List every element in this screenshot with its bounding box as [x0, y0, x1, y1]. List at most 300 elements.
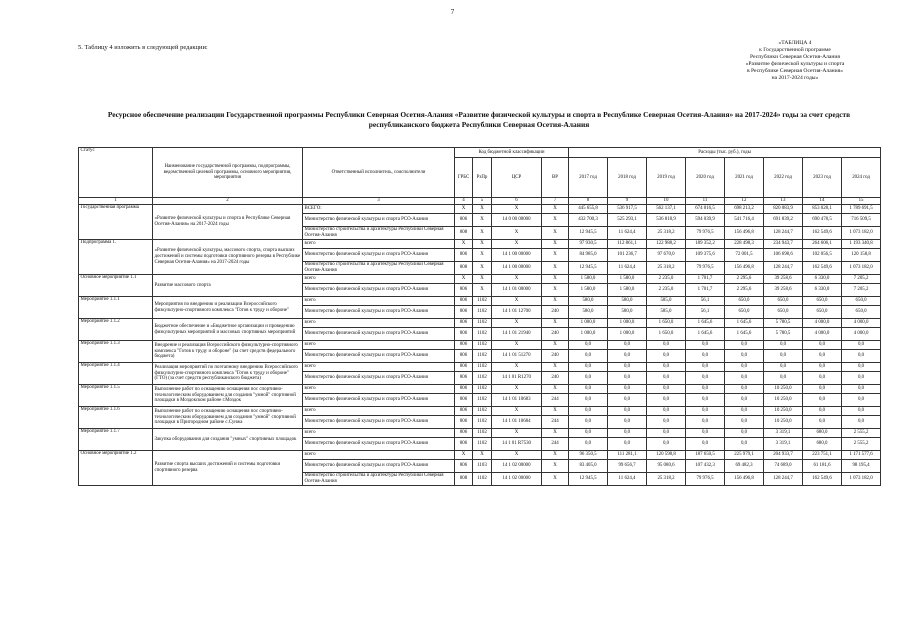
row-amount: 525 293,1: [608, 214, 647, 227]
row-rzpr: 1102: [473, 328, 492, 341]
row-amount: 6 330,0: [803, 284, 842, 297]
column-number: 1: [79, 198, 153, 205]
row-amount: 820 083,9: [764, 205, 803, 214]
row-grbs: 808: [455, 473, 473, 486]
row-amount: 0,0: [686, 372, 725, 385]
row-grbs: 806: [455, 214, 473, 227]
row-amount: 0,0: [803, 407, 842, 416]
row-vr: X: [542, 341, 569, 350]
row-amount: 7 205,2: [842, 275, 881, 284]
row-csr: 14 1 01 R7530: [492, 438, 542, 451]
table-row: [79, 319, 881, 328]
row-executor: Министерство физической культуры и спорта РСО-Алания: [303, 249, 455, 262]
row-amount: 0,0: [803, 341, 842, 350]
row-grbs: 806: [455, 306, 473, 319]
row-amount: 128 244,7: [764, 227, 803, 240]
row-vr: X: [542, 319, 569, 328]
row-amount: 12 945,5: [569, 262, 608, 275]
row-amount: 0,0: [686, 341, 725, 350]
row-rzpr: 1102: [473, 306, 492, 319]
row-status: Основное мероприятие 1.2: [79, 451, 153, 486]
row-amount: 445 655,8: [569, 205, 608, 214]
row-executor: Министерство строительства и архитектуры Республики Северная Осетия-Алания: [303, 227, 455, 240]
row-amount: 225 979,1: [725, 451, 764, 460]
row-amount: 1 073 182,0: [842, 262, 881, 275]
row-amount: 11 624,4: [608, 227, 647, 240]
row-executor: всего: [303, 451, 455, 460]
row-grbs: 806: [455, 438, 473, 451]
row-amount: 111 281,1: [608, 451, 647, 460]
row-status: Мероприятие 1.1.7: [79, 429, 153, 451]
row-amount: 0,0: [803, 394, 842, 407]
row-amount: 0,0: [842, 372, 881, 385]
row-amount: 680,0: [803, 429, 842, 438]
row-amount: 4 000,0: [803, 328, 842, 341]
row-amount: 3 319,1: [764, 438, 803, 451]
row-amount: 0,0: [725, 350, 764, 363]
row-name: Развитие массового спорта: [153, 275, 303, 297]
row-amount: 162 549,6: [803, 227, 842, 240]
row-amount: 12 945,5: [569, 227, 608, 240]
row-amount: 0,0: [569, 372, 608, 385]
row-amount: 1 645,6: [725, 328, 764, 341]
row-amount: 580,0: [569, 306, 608, 319]
row-rzpr: 1102: [473, 407, 492, 416]
row-amount: 716 509,5: [842, 214, 881, 227]
row-amount: 2 235,0: [647, 284, 686, 297]
row-executor: Министерство физической культуры и спорта РСО-Алания: [303, 372, 455, 385]
row-executor: всего: [303, 363, 455, 372]
row-amount: 585,0: [647, 306, 686, 319]
table-row: [79, 297, 881, 306]
row-amount: 0,0: [803, 372, 842, 385]
row-status: Мероприятие 1.1.4: [79, 363, 153, 385]
row-amount: 1 000,0: [608, 328, 647, 341]
row-csr: X: [492, 227, 542, 240]
header-year: 2018 год: [608, 158, 647, 198]
row-name: Мероприятия по внедрению и реализации Всероссийского физкультурно-спортивного комплекса "Готов к труду и обороне": [153, 297, 303, 319]
row-amount: 0,0: [842, 385, 881, 394]
row-amount: 0,0: [725, 385, 764, 394]
row-executor: всего: [303, 319, 455, 328]
row-grbs: X: [455, 205, 473, 214]
row-vr: X: [542, 214, 569, 227]
row-amount: 72 001,5: [725, 249, 764, 262]
row-executor: всего: [303, 385, 455, 394]
row-amount: 102 056,5: [803, 249, 842, 262]
row-csr: X: [492, 297, 542, 306]
row-name: Закупка оборудования для создания "умных" спортивных площадок: [153, 429, 303, 451]
row-amount: 39 258,6: [764, 275, 803, 284]
row-csr: 14 0 00 00000: [492, 214, 542, 227]
row-name: Выполнение работ по оснащению оснащения пос спортивно-технологическим оборудованием для создания "умной" спортивной площадки в Пригородном районе с.Сунжа: [153, 407, 303, 429]
row-executor: всего: [303, 275, 455, 284]
row-rzpr: 1102: [473, 341, 492, 350]
row-amount: 0,0: [803, 385, 842, 394]
row-amount: 156 496,8: [725, 227, 764, 240]
row-amount: 580,0: [569, 297, 608, 306]
row-amount: 97 670,0: [647, 249, 686, 262]
resource-table: [78, 147, 881, 486]
row-amount: 1 000,0: [569, 319, 608, 328]
row-amount: 1 789 691,5: [842, 205, 881, 214]
row-executor: всего: [303, 297, 455, 306]
row-executor: всего: [303, 240, 455, 249]
row-amount: 541 716,4: [725, 214, 764, 227]
page-number: 7: [450, 8, 455, 16]
row-csr: 14 1 01 12700: [492, 306, 542, 319]
row-amount: 650,0: [803, 306, 842, 319]
column-number: 13: [764, 198, 803, 205]
table-row: [79, 385, 881, 394]
column-number: 6: [492, 198, 542, 205]
column-number: 2: [153, 198, 303, 205]
row-amount: 1 193 340,8: [842, 240, 881, 249]
row-amount: 10 250,0: [764, 394, 803, 407]
row-amount: 0,0: [569, 438, 608, 451]
row-amount: 0,0: [803, 363, 842, 372]
row-csr: 14 1 01 10683: [492, 394, 542, 407]
row-rzpr: 1102: [473, 297, 492, 306]
row-amount: 650,0: [803, 297, 842, 306]
table-row: [79, 363, 881, 372]
row-executor: Министерство физической культуры и спорта РСО-Алания: [303, 306, 455, 319]
row-grbs: 806: [455, 372, 473, 385]
header-name: Наименование государственной программы, подпрограммы, ведомственной целевой программы, основного мероприятия, мероприятия: [153, 148, 303, 198]
row-amount: 562 137,1: [647, 205, 686, 214]
row-executor: Министерство физической культуры и спорта РСО-Алания: [303, 328, 455, 341]
header-year: 2020 год: [686, 158, 725, 198]
row-amount: 10 250,0: [764, 407, 803, 416]
row-executor: Министерство физической культуры и спорта РСО-Алания: [303, 416, 455, 429]
table-row: [79, 341, 881, 350]
row-amount: 650,0: [725, 297, 764, 306]
row-amount: 1 171 577,6: [842, 451, 881, 460]
row-amount: 0,0: [608, 385, 647, 394]
row-grbs: X: [455, 240, 473, 249]
row-amount: 0,0: [686, 407, 725, 416]
row-amount: 0,0: [569, 429, 608, 438]
row-name: Развитие спорта высших достижений и системы подготовки спортивного резерва: [153, 451, 303, 486]
row-status: Мероприятие 1.1.1: [79, 297, 153, 319]
row-csr: X: [492, 205, 542, 214]
corner-line: Республики Северная Осетия-Алания: [750, 54, 840, 61]
row-grbs: 808: [455, 227, 473, 240]
row-amount: 56,1: [686, 306, 725, 319]
table-row: [79, 429, 881, 438]
row-amount: 234 943,7: [764, 240, 803, 249]
row-amount: 650,0: [764, 297, 803, 306]
row-amount: 698 213,2: [725, 205, 764, 214]
row-amount: 0,0: [647, 407, 686, 416]
header-year: 2022 год: [764, 158, 803, 198]
row-vr: 244: [542, 394, 569, 407]
row-vr: X: [542, 429, 569, 438]
row-amount: 0,0: [764, 372, 803, 385]
row-rzpr: 1102: [473, 385, 492, 394]
row-executor: Министерство физической культуры и спорта РСО-Алания: [303, 214, 455, 227]
row-executor: Министерство физической культуры и спорта РСО-Алания: [303, 460, 455, 473]
table-corner-note: [690, 40, 900, 83]
column-number: 12: [725, 198, 764, 205]
row-amount: 99 656,7: [608, 460, 647, 473]
row-amount: 109 375,6: [686, 249, 725, 262]
row-amount: 0,0: [569, 350, 608, 363]
row-grbs: 806: [455, 297, 473, 306]
header-kbk-col: РзПр: [473, 158, 492, 198]
column-number: 8: [569, 198, 608, 205]
row-amount: 0,0: [569, 416, 608, 429]
row-amount: 0,0: [647, 385, 686, 394]
row-amount: 650,0: [842, 297, 881, 306]
row-executor: Министерство строительства и архитектуры Республики Северная Осетия-Алания: [303, 473, 455, 486]
row-amount: 0,0: [647, 438, 686, 451]
row-amount: 106 698,6: [764, 249, 803, 262]
row-vr: X: [542, 297, 569, 306]
document-title: Ресурсное обеспечение реализации Государственной программы Республики Северная Осетия-Алания «Развитие физической культуры и спорта в Республике Северная Осетия-Алания» на 2017-2024» годы за счет средств республиканского бюджета Республики Северная Осетия-Алания: [107, 110, 851, 129]
row-rzpr: X: [473, 227, 492, 240]
row-amount: 0,0: [764, 363, 803, 372]
row-amount: 101 236,7: [608, 249, 647, 262]
row-vr: X: [542, 407, 569, 416]
row-amount: 1 650,0: [647, 319, 686, 328]
row-rzpr: 1102: [473, 429, 492, 438]
row-amount: 120 158,8: [842, 249, 881, 262]
row-rzpr: X: [473, 284, 492, 297]
row-amount: 2 555,2: [842, 438, 881, 451]
row-amount: 56,1: [686, 297, 725, 306]
row-amount: 1 000,0: [608, 319, 647, 328]
column-number: 9: [608, 198, 647, 205]
row-amount: 0,0: [608, 372, 647, 385]
corner-line: «ТАБЛИЦА 4: [778, 40, 812, 46]
row-csr: X: [492, 240, 542, 249]
row-name: «Развитие физической культуры, массового спорта, спорта высших достижений и системы подготовки спортивного резерва в Республике Северная Осетия-Алания» на 2017-2024 годы: [153, 240, 303, 275]
row-executor: Министерство физической культуры и спорта РСО-Алания: [303, 394, 455, 407]
row-amount: 432 700,3: [569, 214, 608, 227]
row-amount: 0,0: [842, 363, 881, 372]
row-amount: 0,0: [608, 350, 647, 363]
row-grbs: 806: [455, 284, 473, 297]
row-executor: всего: [303, 407, 455, 416]
row-amount: 25 318,2: [647, 262, 686, 275]
row-vr: 240: [542, 328, 569, 341]
row-amount: 1 580,0: [569, 284, 608, 297]
row-amount: 120 598,8: [647, 451, 686, 460]
row-amount: 0,0: [764, 350, 803, 363]
row-amount: 0,0: [842, 394, 881, 407]
row-amount: 0,0: [686, 394, 725, 407]
row-amount: 7 205,2: [842, 284, 881, 297]
row-amount: 4 000,0: [842, 319, 881, 328]
row-rzpr: 1102: [473, 363, 492, 372]
row-amount: 690 478,5: [803, 214, 842, 227]
row-vr: 244: [542, 438, 569, 451]
row-rzpr: 1102: [473, 350, 492, 363]
header-status: Статус: [79, 148, 153, 198]
row-amount: 650,0: [842, 306, 881, 319]
column-number: 5: [473, 198, 492, 205]
row-amount: 122 988,2: [647, 240, 686, 249]
row-csr: X: [492, 385, 542, 394]
row-status: Подпрограмма 1.: [79, 240, 153, 275]
row-amount: 1 580,0: [608, 275, 647, 284]
row-rzpr: X: [473, 262, 492, 275]
row-amount: 79 976,5: [686, 227, 725, 240]
row-vr: 240: [542, 372, 569, 385]
table-row: [79, 275, 881, 284]
row-amount: 1 580,0: [569, 275, 608, 284]
row-grbs: X: [455, 275, 473, 284]
row-amount: 1 000,0: [569, 328, 608, 341]
row-amount: 0,0: [608, 363, 647, 372]
row-grbs: 806: [455, 429, 473, 438]
row-grbs: 806: [455, 328, 473, 341]
row-amount: 264 606,1: [803, 240, 842, 249]
row-status: Мероприятие 1.1.3: [79, 341, 153, 363]
row-status: Государственная программа: [79, 205, 153, 240]
row-executor: Министерство физической культуры и спорта РСО-Алания: [303, 284, 455, 297]
row-amount: 0,0: [647, 372, 686, 385]
row-grbs: 806: [455, 460, 473, 473]
row-amount: 228 498,3: [725, 240, 764, 249]
row-amount: 0,0: [647, 429, 686, 438]
row-amount: 0,0: [647, 363, 686, 372]
row-amount: 156 496,8: [725, 473, 764, 486]
row-amount: 10 250,0: [764, 416, 803, 429]
row-rzpr: 1102: [473, 473, 492, 486]
row-amount: 0,0: [842, 341, 881, 350]
row-executor: Министерство физической культуры и спорта РСО-Алания: [303, 350, 455, 363]
row-amount: 11 624,4: [608, 473, 647, 486]
row-amount: 594 039,9: [686, 214, 725, 227]
row-rzpr: X: [473, 240, 492, 249]
corner-line: «Развитие физической культуры и спорта: [745, 61, 845, 68]
row-amount: 674 016,5: [686, 205, 725, 214]
row-amount: 79 976,5: [686, 262, 725, 275]
row-vr: 244: [542, 416, 569, 429]
row-amount: 0,0: [803, 416, 842, 429]
row-amount: 0,0: [725, 341, 764, 350]
column-number: 14: [803, 198, 842, 205]
row-amount: 98 195,4: [842, 460, 881, 473]
row-amount: 83 405,0: [569, 460, 608, 473]
row-amount: 1 650,0: [647, 328, 686, 341]
row-amount: 6 330,0: [803, 275, 842, 284]
table-row: [79, 205, 881, 214]
row-amount: 536 917,5: [608, 205, 647, 214]
row-vr: X: [542, 249, 569, 262]
column-number: 15: [842, 198, 881, 205]
row-amount: 0,0: [608, 341, 647, 350]
row-status: Мероприятие 1.1.5: [79, 385, 153, 407]
row-csr: X: [492, 319, 542, 328]
row-amount: 69 482,3: [725, 460, 764, 473]
row-amount: 61 181,6: [803, 460, 842, 473]
row-amount: 0,0: [686, 385, 725, 394]
column-number: 11: [686, 198, 725, 205]
row-grbs: 808: [455, 262, 473, 275]
row-amount: 0,0: [725, 394, 764, 407]
row-amount: 223 751,1: [803, 451, 842, 460]
corner-line: в Республике Северная Осетия-Алания»: [746, 68, 844, 75]
row-csr: X: [492, 363, 542, 372]
row-rzpr: 1102: [473, 416, 492, 429]
row-amount: 536 818,9: [647, 214, 686, 227]
row-amount: 112 861,1: [608, 240, 647, 249]
row-rzpr: 1102: [473, 438, 492, 451]
row-amount: 11 624,4: [608, 262, 647, 275]
row-status: Мероприятие 1.1.6: [79, 407, 153, 429]
row-vr: X: [542, 284, 569, 297]
header-year: 2019 год: [647, 158, 686, 198]
row-amount: 0,0: [569, 363, 608, 372]
row-amount: 0,0: [686, 350, 725, 363]
row-rzpr: X: [473, 451, 492, 460]
row-csr: X: [492, 275, 542, 284]
row-amount: 162 549,6: [803, 262, 842, 275]
row-amount: 1 645,6: [725, 319, 764, 328]
row-vr: X: [542, 473, 569, 486]
row-executor: всего: [303, 341, 455, 350]
row-csr: X: [492, 407, 542, 416]
column-number: 3: [303, 198, 455, 205]
row-amount: 0,0: [608, 394, 647, 407]
row-amount: 1 701,7: [686, 284, 725, 297]
row-grbs: 806: [455, 416, 473, 429]
row-amount: 580,0: [608, 297, 647, 306]
row-amount: 39 258,6: [764, 284, 803, 297]
row-amount: 1 073 182,0: [842, 227, 881, 240]
row-amount: 95 080,6: [647, 460, 686, 473]
header-kbk-col: ВР: [542, 158, 569, 198]
row-amount: 2 235,0: [647, 275, 686, 284]
intro-text: 5. Таблицу 4 изложить в следующей редакции:: [78, 44, 208, 51]
row-name: Бюджетное обеспечение и «Бюджетное организации и проведению физкультурных мероприятий и массовых спортивных мероприятий: [153, 319, 303, 341]
row-grbs: 806: [455, 249, 473, 262]
row-amount: 5 780,5: [764, 328, 803, 341]
row-amount: 74 689,0: [764, 460, 803, 473]
row-csr: 14 1 01 R1270: [492, 372, 542, 385]
row-vr: X: [542, 460, 569, 473]
header-year: 2024 год: [842, 158, 881, 198]
row-grbs: 806: [455, 394, 473, 407]
row-amount: 0,0: [725, 407, 764, 416]
row-amount: 0,0: [842, 350, 881, 363]
header-expenses: Расходы (тыс. руб.), годы: [569, 148, 881, 158]
row-csr: 14 1 00 00000: [492, 262, 542, 275]
row-amount: 2 555,2: [842, 429, 881, 438]
row-amount: 4 000,0: [803, 319, 842, 328]
row-vr: X: [542, 262, 569, 275]
row-csr: 14 1 01 10684: [492, 416, 542, 429]
row-amount: 0,0: [569, 407, 608, 416]
header-year: 2023 год: [803, 158, 842, 198]
row-amount: 0,0: [803, 350, 842, 363]
row-amount: 12 945,5: [569, 473, 608, 486]
row-csr: X: [492, 451, 542, 460]
row-csr: 14 1 01 00000: [492, 284, 542, 297]
table-row: [79, 240, 881, 249]
row-rzpr: X: [473, 249, 492, 262]
row-amount: 0,0: [725, 363, 764, 372]
row-amount: 0,0: [608, 429, 647, 438]
row-amount: 0,0: [725, 438, 764, 451]
row-csr: X: [492, 341, 542, 350]
row-amount: 25 318,2: [647, 473, 686, 486]
row-executor: Министерство строительства и архитектуры Республики Северная Осетия-Алания: [303, 262, 455, 275]
row-amount: 0,0: [764, 341, 803, 350]
